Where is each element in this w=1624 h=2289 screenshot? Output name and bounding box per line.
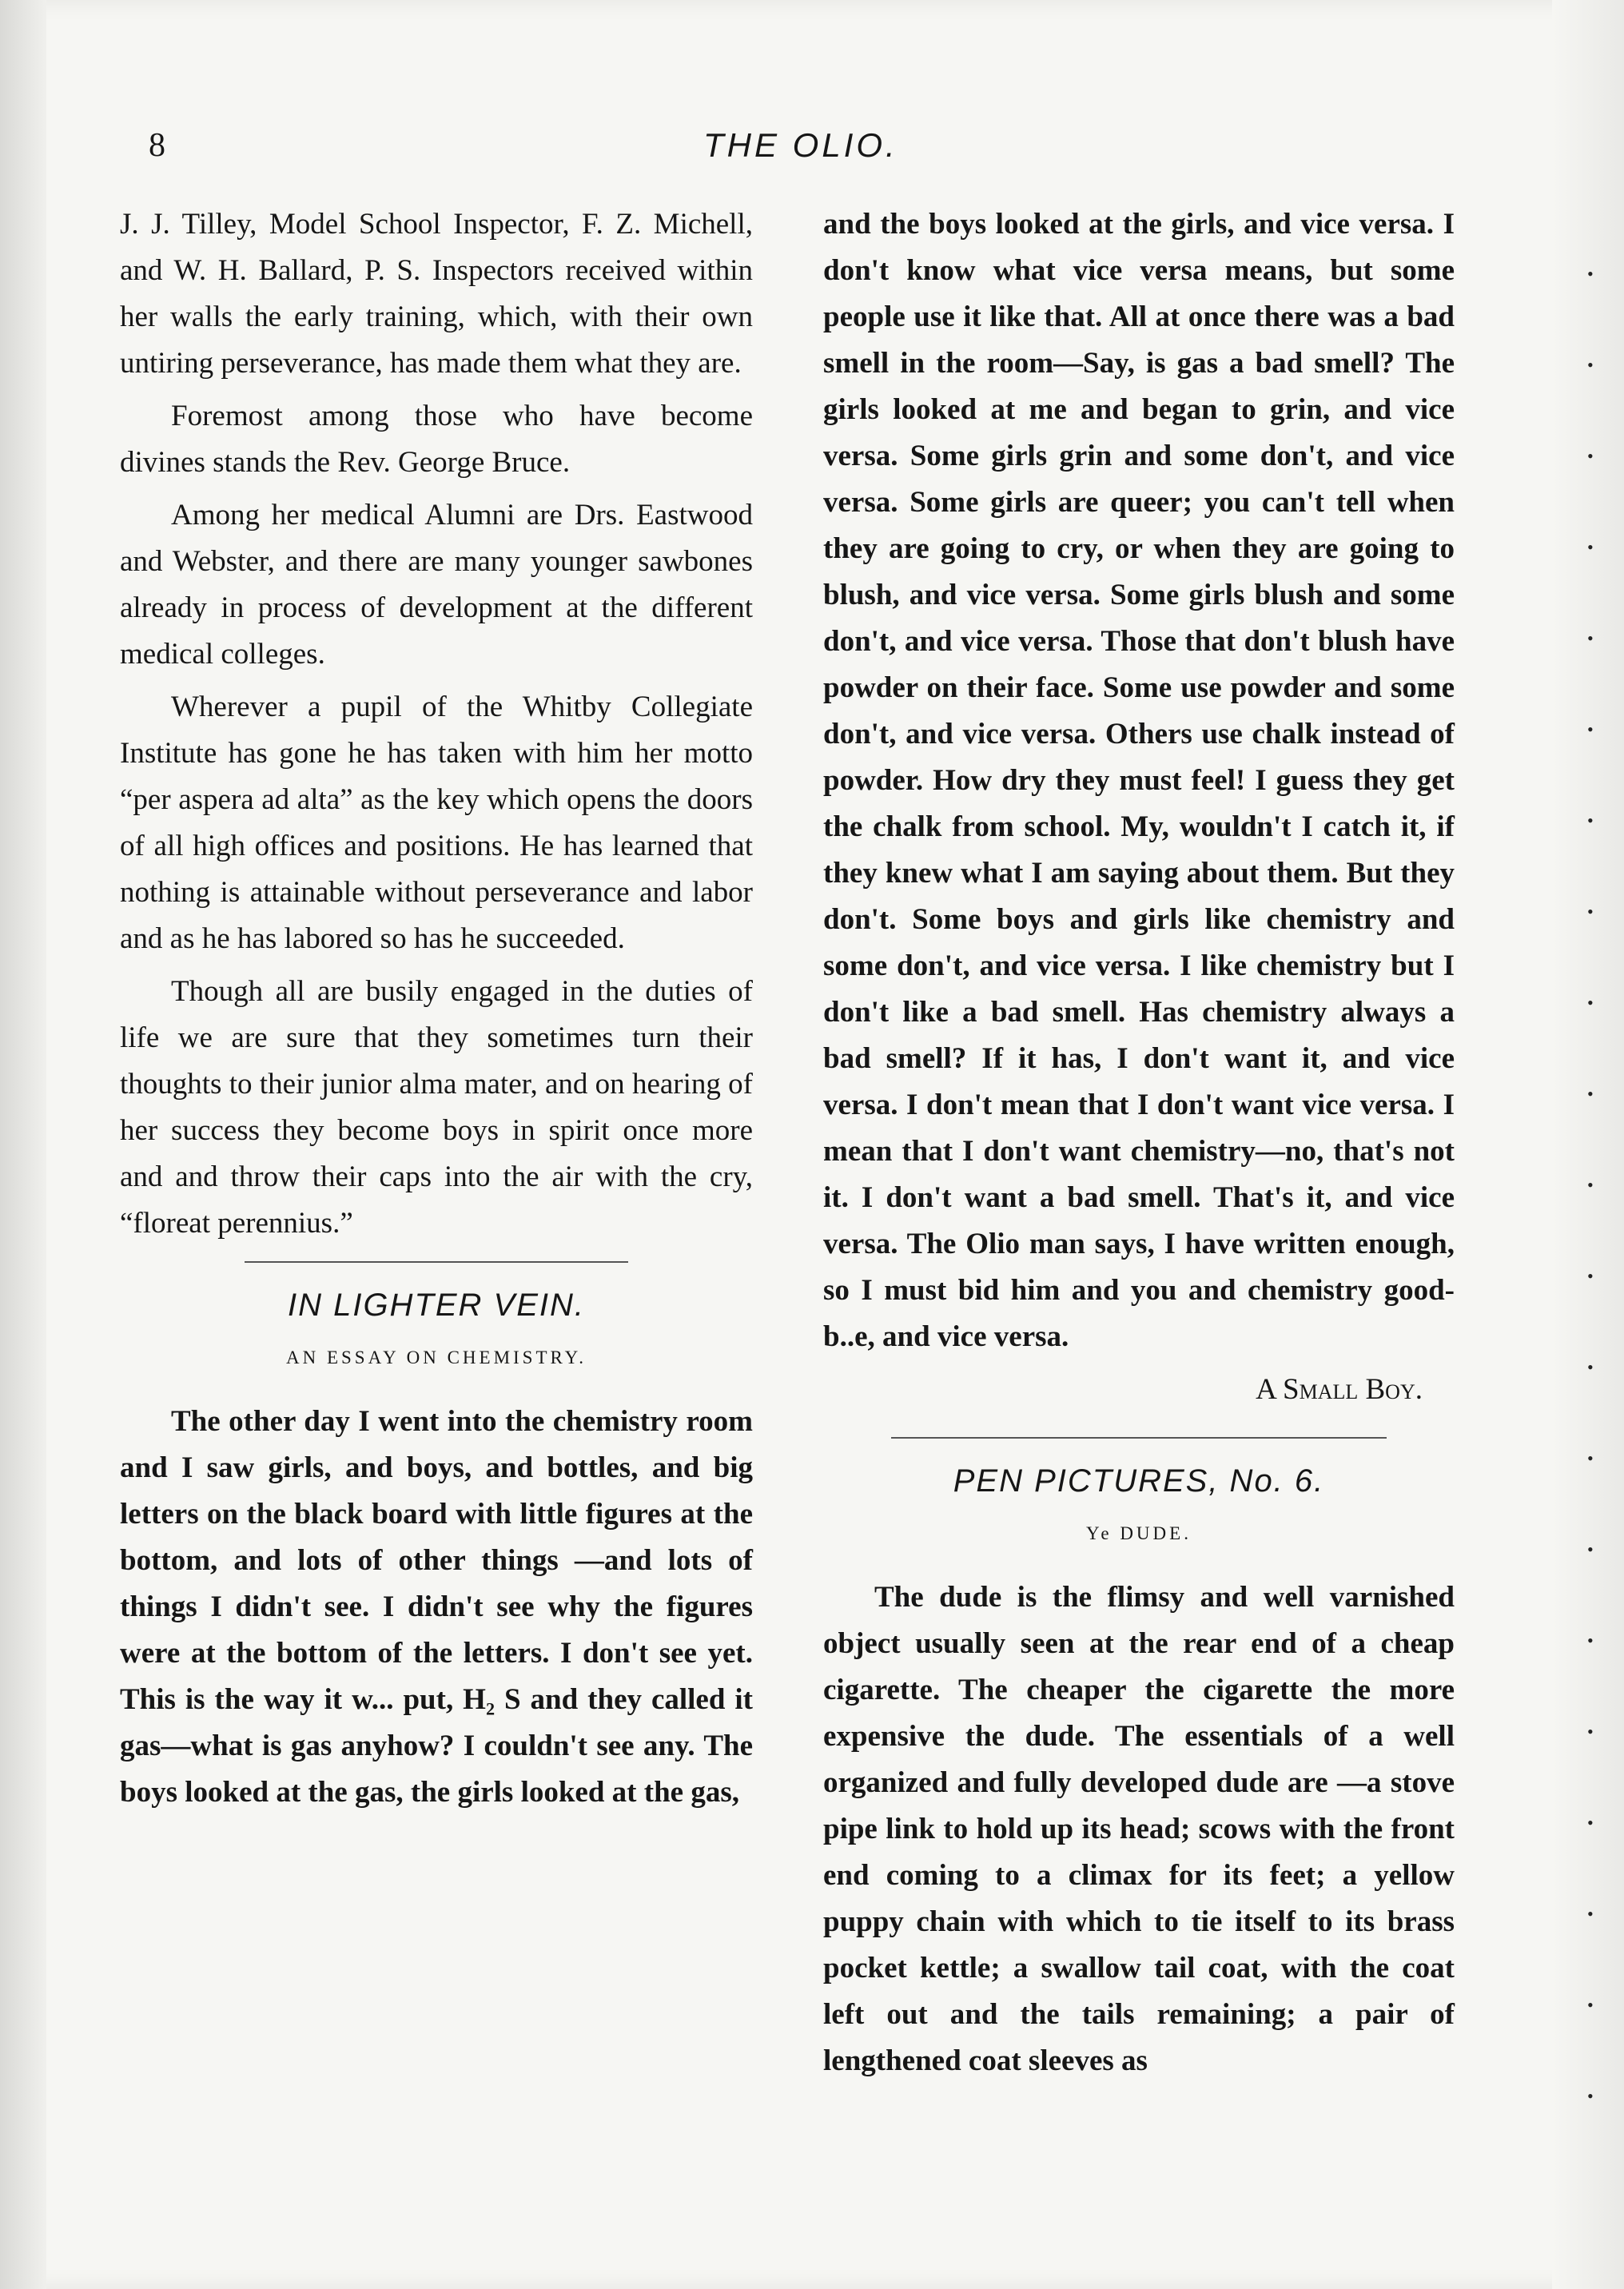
section-subtitle-chemistry: AN ESSAY ON CHEMISTRY. [286,1348,587,1367]
running-title: THE OLIO. [703,126,898,164]
section-divider [245,1261,628,1263]
page-left-edge [0,0,46,2289]
page-number: 8 [149,127,165,164]
alumni-inspectors-paragraph: J. J. Tilley, Model School Inspector, F. Z. Michell, and W. H. Ballard, P. S. Inspectors received within her walls the early training, which, with their own untiring perseverance, has made them what they are. [120,208,753,380]
left-column [120,201,753,1822]
section-title-pen-pictures: PEN PICTURES, No. 6. [953,1463,1325,1499]
alma-mater-paragraph: Though all are busily engaged in the duties of life we are sure that they sometimes turn their thoughts to their junior alma mater, and on hearing of her success they become boys in spirit once more and and throw their caps into the air with the cry, “floreat perennius.” [120,975,753,1240]
section-subtitle-dude: Ye DUDE. [1086,1523,1192,1543]
dude-paragraph: The dude is the flimsy and well varnished object usually seen at the rear end of a cheap cigarette. The cheaper the cigarette the more expensive the dude. The essentials of a well organized and fully developed dude are —a stove pipe link to hold up its head; scows with the front end coming to a climax for its feet; a yellow puppy chain with which to tie itself to its brass pocket kettle; a swallow tail coat, with the coat left out and the tails remaining; a pair of lengthened coat sleeves as [823,1581,1455,2077]
page-header [0,126,1624,174]
chemistry-essay-continued: and the boys looked at the girls, and vice versa. I don't know what vice versa means, but some people use it like that. All at once there was a bad smell in the room—Say, is gas a bad smell? The girls looked at me and began to grin, and vice versa. Some girls grin and some don't, and vice versa. Some girls are queer; you can't tell when they are going to cry, or when they are going to blush, and vice versa. Some girls blush and some don't, and vice versa. Those that don't blush have powder on their face. Some use powder and some don't, and vice versa. Others use chalk instead of powder. How dry they must feel! I guess they get the chalk from school. My, wouldn't I catch it, if they knew what I am saying about them. But they don't. Some boys and girls like chemistry and some don't, and vice versa. I like chemistry but I don't like a bad smell. Has chemistry always a bad smell? If it has, I don't want it, and vice versa. I don't mean that I don't want vice versa. I mean that I don't want chemistry—no, that's not it. I don't want a bad smell. That's it, and vice versa. The Olio man says, I have written enough, so I must bid him and you and chemistry good-b..e, and vice versa. [823,208,1455,1353]
medical-alumni-paragraph: Among her medical Alumni are Drs. Eastwood and Webster, and there are many younger sawbones already in process of development at the different medical colleges. [120,499,753,671]
section-title-lighter-vein: IN LIGHTER VEIN. [287,1288,586,1323]
right-column [823,201,1455,2091]
chemistry-essay-paragraph: The other day I went into the chemistry room and I saw girls, and boys, and bottles, and big letters on the black board with little figures at the bottom, and lots of other things —and lots of things I didn't see. I didn't see why the figures were at the bottom of the letters. I don't see yet. This is the way it w... put, H₂ S and they called it gas—what is gas anyhow? I couldn't see any. The boys looked at the gas, the girls looked at the gas, [120,1405,753,1809]
binding-edge-marks: • • • • • • • • • • • • • • • • • • • • • [1587,264,1594,2106]
section-divider [891,1437,1387,1439]
essay-signature: A Small Boy. [1256,1373,1423,1406]
divines-paragraph: Foremost among those who have become divines stands the Rev. George Bruce. [120,400,753,479]
motto-paragraph: Wherever a pupil of the Whitby Collegiate Institute has gone he has taken with him her motto “per aspera ad alta” as the key which opens the doors of all high offices and positions. He has learned that nothing is attainable without perseverance and labor and as he has labored so has he succeeded. [120,691,753,955]
